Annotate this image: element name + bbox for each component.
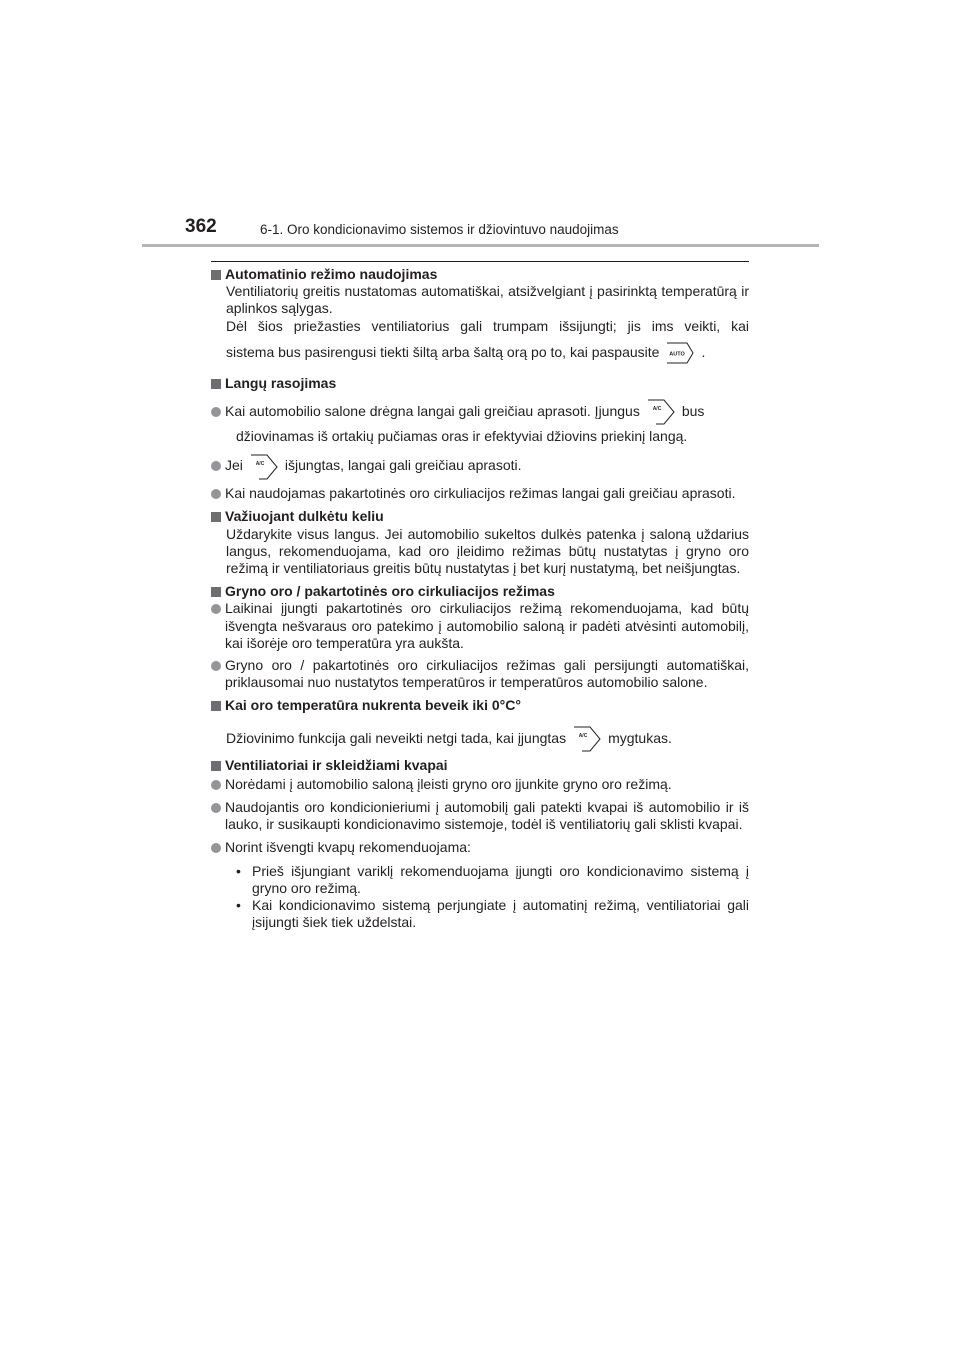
sub-list-item-text: Prieš išjungiant variklį rekomenduojama įjungti oro kondicionavimo sistemą į gryno oro režimą. xyxy=(252,862,749,896)
list-item xyxy=(211,776,749,793)
square-bullet-icon xyxy=(211,761,221,771)
list-item-text: išjungtas, langai gali greičiau aprasoti. xyxy=(284,457,522,474)
section-window-fogging xyxy=(211,375,749,503)
list-item xyxy=(211,398,749,424)
list-item xyxy=(211,839,749,856)
round-bullet-icon xyxy=(211,843,221,853)
ac-button-icon xyxy=(249,454,279,480)
auto-button-label: AUTO xyxy=(669,351,686,358)
list-item xyxy=(211,452,749,478)
section-heading xyxy=(211,583,749,600)
paragraph-text: Džiovinimo funkcija gali neveikti netgi tada, kai įjungtas xyxy=(226,729,567,746)
list-item-text: Kai automobilio salone drėgna langai gali greičiau aprasoti. Įjungus xyxy=(225,403,640,420)
round-bullet-icon xyxy=(211,780,221,790)
list-item-text: Gryno oro / pakartotinės oro cirkuliacijos režimas gali persijungti automatiškai, priklausomai nuo nustatytos temperatūros ir temperatūros automobilio salone. xyxy=(225,657,749,691)
sub-list-item-text: Kai kondicionavimo sistemą perjungiate į automatinį režimą, ventiliatoriai gali įsijungti šiek tiek uždelstai. xyxy=(252,897,749,931)
content-divider xyxy=(211,261,749,262)
section-air-mode xyxy=(211,583,749,691)
heading-text: Automatinio režimo naudojimas xyxy=(225,266,438,282)
section-odors xyxy=(211,757,749,932)
sub-list-item xyxy=(211,897,749,931)
square-bullet-icon xyxy=(211,379,221,389)
list-item xyxy=(211,799,749,833)
list-item-continuation: džiovinamas iš ortakių pučiamas oras ir efektyviai džiovins priekinį langą. xyxy=(236,428,688,445)
paragraph-with-icon xyxy=(211,725,749,751)
section-heading xyxy=(211,375,749,392)
section-dusty-road xyxy=(211,508,749,577)
square-bullet-icon xyxy=(211,701,221,711)
heading-text: Gryno oro / pakartotinės oro cirkuliacijos režimas xyxy=(225,583,555,600)
round-bullet-icon xyxy=(211,407,221,417)
sub-list-item xyxy=(211,863,749,897)
square-bullet-icon xyxy=(211,587,221,597)
heading-text: Langų rasojimas xyxy=(225,374,337,391)
paragraph: Ventiliatorių greitis nustatomas automatiškai, atsižvelgiant į pasirinktą temperatūrą ir aplinkos sąlygas. xyxy=(226,283,749,317)
square-bullet-icon xyxy=(211,270,221,280)
paragraph-text: mygtukas. xyxy=(608,729,672,746)
round-bullet-icon xyxy=(211,604,221,614)
paragraph: Dėl šios priežasties ventiliatorius gali trumpam išsijungti; jis ims veikti, kai xyxy=(226,317,749,334)
sub-bullet: • xyxy=(236,897,241,914)
ac-button-icon xyxy=(572,726,602,752)
list-item-text: bus xyxy=(681,403,705,420)
auto-button-icon xyxy=(665,340,695,366)
list-item-text: Jei xyxy=(225,457,243,474)
round-bullet-icon xyxy=(211,489,221,499)
header-divider xyxy=(142,244,819,247)
heading-text: Važiuojant dulkėtu keliu xyxy=(225,508,384,525)
round-bullet-icon xyxy=(211,461,221,471)
sub-bullet: • xyxy=(236,862,241,879)
section-heading xyxy=(211,266,749,283)
heading-text: Ventiliatoriai ir skleidžiami kvapai xyxy=(225,756,448,773)
paragraph-text: . xyxy=(701,343,706,360)
list-item-text: Norint išvengti kvapų rekomenduojama: xyxy=(225,839,471,856)
list-item-text: Naudojantis oro kondicionieriumi į automobilį gali patekti kvapai iš automobilio ir iš lauko, ir susikaupti kondicionavimo sistemoje, todėl iš ventiliatorių gali sklisti kvapai. xyxy=(225,799,749,833)
ac-button-label: A/C xyxy=(652,406,662,413)
paragraph-with-icon xyxy=(211,339,749,365)
ac-button-label: A/C xyxy=(255,460,265,467)
list-item-text: Laikinai įjungti pakartotinės oro cirkuliacijos režimą rekomenduojama, kad būtų išvengta nešvaraus oro patekimo į automobilio saloną ir padėti atvėsinti automobilį, kai išorėje oro temperatūra yra aukšta. xyxy=(225,600,749,651)
paragraph-text: sistema bus pasirengusi tiekti šiltą arba šaltą orą po to, kai paspausite xyxy=(226,343,660,360)
list-item-text: Kai naudojamas pakartotinės oro cirkuliacijos režimas langai gali greičiau aprasoti. xyxy=(225,485,736,502)
list-item xyxy=(211,600,749,652)
list-item-text: Norėdami į automobilio saloną įleisti gryno oro įjunkite gryno oro režimą. xyxy=(225,775,672,792)
section-heading xyxy=(211,757,749,774)
chapter-title: 6-1. Oro kondicionavimo sistemos ir džiovintuvo naudojimas xyxy=(260,222,619,237)
section-auto-mode xyxy=(211,266,749,365)
section-low-temperature xyxy=(211,697,749,750)
round-bullet-icon xyxy=(211,661,221,671)
section-heading xyxy=(211,508,749,525)
round-bullet-icon xyxy=(211,803,221,813)
square-bullet-icon xyxy=(211,512,221,522)
content xyxy=(211,266,749,931)
heading-text: Kai oro temperatūra nukrenta beveik iki 0°C° xyxy=(225,697,521,714)
list-item xyxy=(211,485,749,502)
ac-button-label: A/C xyxy=(578,732,588,739)
list-item xyxy=(211,657,749,691)
paragraph: Uždarykite visus langus. Jei automobilio sukeltos dulkės patenka į saloną uždarius langus, rekomenduojama, kad oro įleidimo režimas būtų nustatytas į gryno oro režimą ir ventiliatoriaus greitis būtų nustatytas į bet kurį nustatymą, bet neišjungtas. xyxy=(226,525,749,577)
page-number: 362 xyxy=(185,216,217,237)
ac-button-icon xyxy=(646,399,676,425)
section-heading xyxy=(211,697,749,714)
